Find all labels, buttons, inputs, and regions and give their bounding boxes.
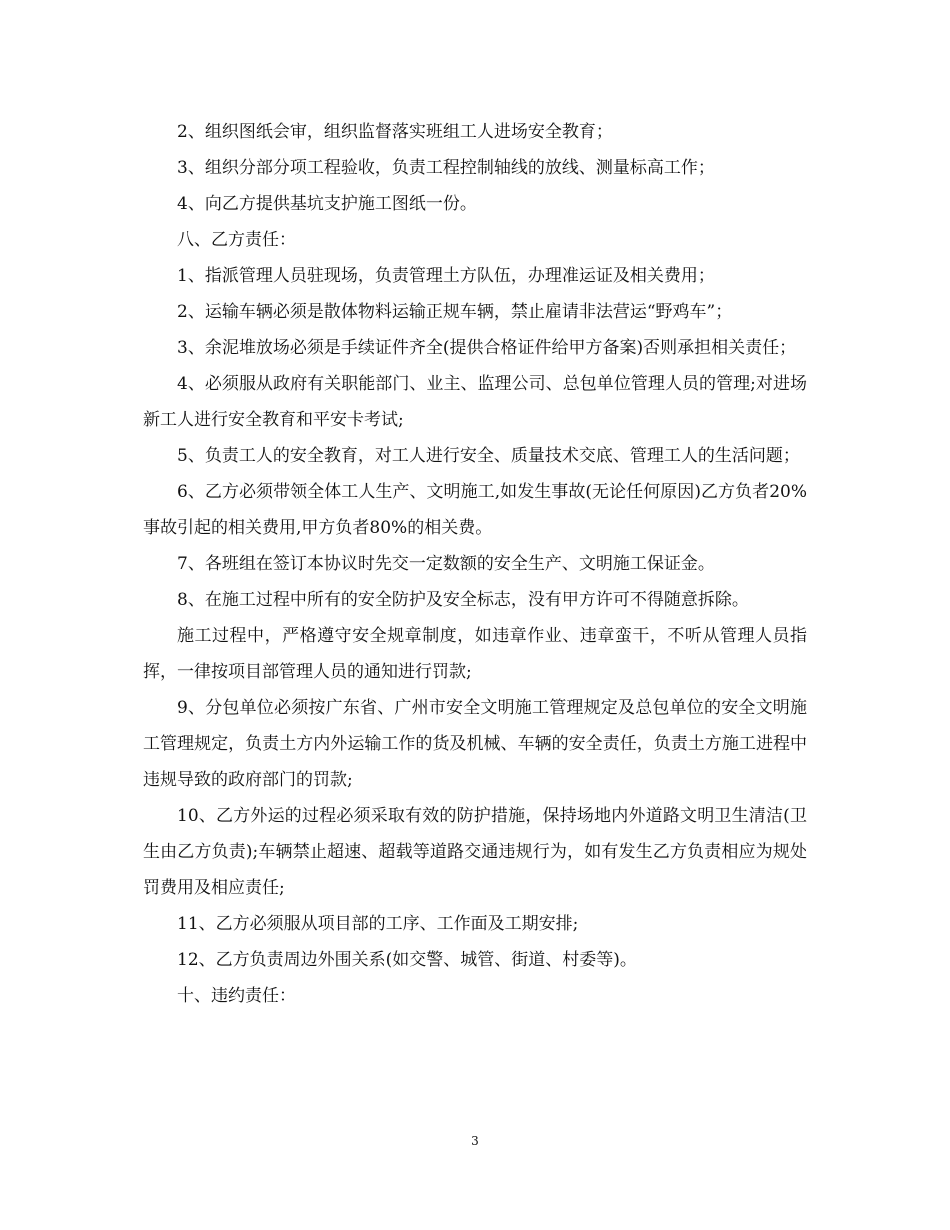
paragraph: 1、指派管理人员驻现场，负责管理土方队伍，办理准运证及相关费用； <box>177 266 715 286</box>
paragraph: 5、负责工人的安全教育，对工人进行安全、质量技术交底、管理工人的生活问题； <box>177 446 800 466</box>
paragraph: 4、向乙方提供基坑支护施工图纸一份。 <box>177 194 477 214</box>
paragraph: 10、乙方外运的过程必须采取有效的防护措施，保持场地内外道路文明卫生清洁(卫生由乙方负责);车辆禁止超速、超载等道路交通违规行为，如有发生乙方负责相应为规处罚费用及相应责任; <box>143 806 807 898</box>
page-number: 3 <box>471 1134 479 1148</box>
paragraph: 2、运输车辆必须是散体物料运输正规车辆，禁止雇请非法营运“野鸡车”； <box>177 302 733 322</box>
paragraph: 9、分包单位必须按广东省、广州市安全文明施工管理规定及总包单位的安全文明施工管理规定，负责土方内外运输工作的货及机械、车辆的安全责任，负责土方施工进程中违规导致的政府部门的罚款; <box>143 698 807 790</box>
paragraph: 施工过程中，严格遵守安全规章制度，如违章作业、违章蛮干，不听从管理人员指挥，一律按项目部管理人员的通知进行罚款; <box>143 626 807 682</box>
paragraph: 3、组织分部分项工程验收，负责工程控制轴线的放线、测量标高工作； <box>177 158 715 178</box>
paragraph: 2、组织图纸会审，组织监督落实班组工人进场安全教育； <box>177 122 613 142</box>
paragraph: 7、各班组在签订本协议时先交一定数额的安全生产、文明施工保证金。 <box>177 554 715 574</box>
paragraph: 3、余泥堆放场必须是手续证件齐全(提供合格证件给甲方备案)否则承担相关责任； <box>177 338 797 358</box>
document-body <box>143 114 807 1014</box>
section-heading: 十、违约责任： <box>177 986 296 1006</box>
paragraph: 11、乙方必须服从项目部的工序、工作面及工期安排; <box>177 914 579 934</box>
paragraph: 4、必须服从政府有关职能部门、业主、监理公司、总包单位管理人员的管理;对进场新工人进行安全教育和平安卡考试; <box>143 374 807 430</box>
section-heading: 八、乙方责任： <box>177 230 296 250</box>
paragraph: 8、在施工过程中所有的安全防护及安全标志，没有甲方许可不得随意拆除。 <box>177 590 749 610</box>
paragraph: 6、乙方必须带领全体工人生产、文明施工,如发生事故(无论任何原因)乙方负者20%事故引起的相关费用,甲方负者80%的相关费。 <box>143 482 807 538</box>
paragraph: 12、乙方负责周边外围关系(如交警、城管、街道、村委等)。 <box>177 950 637 970</box>
